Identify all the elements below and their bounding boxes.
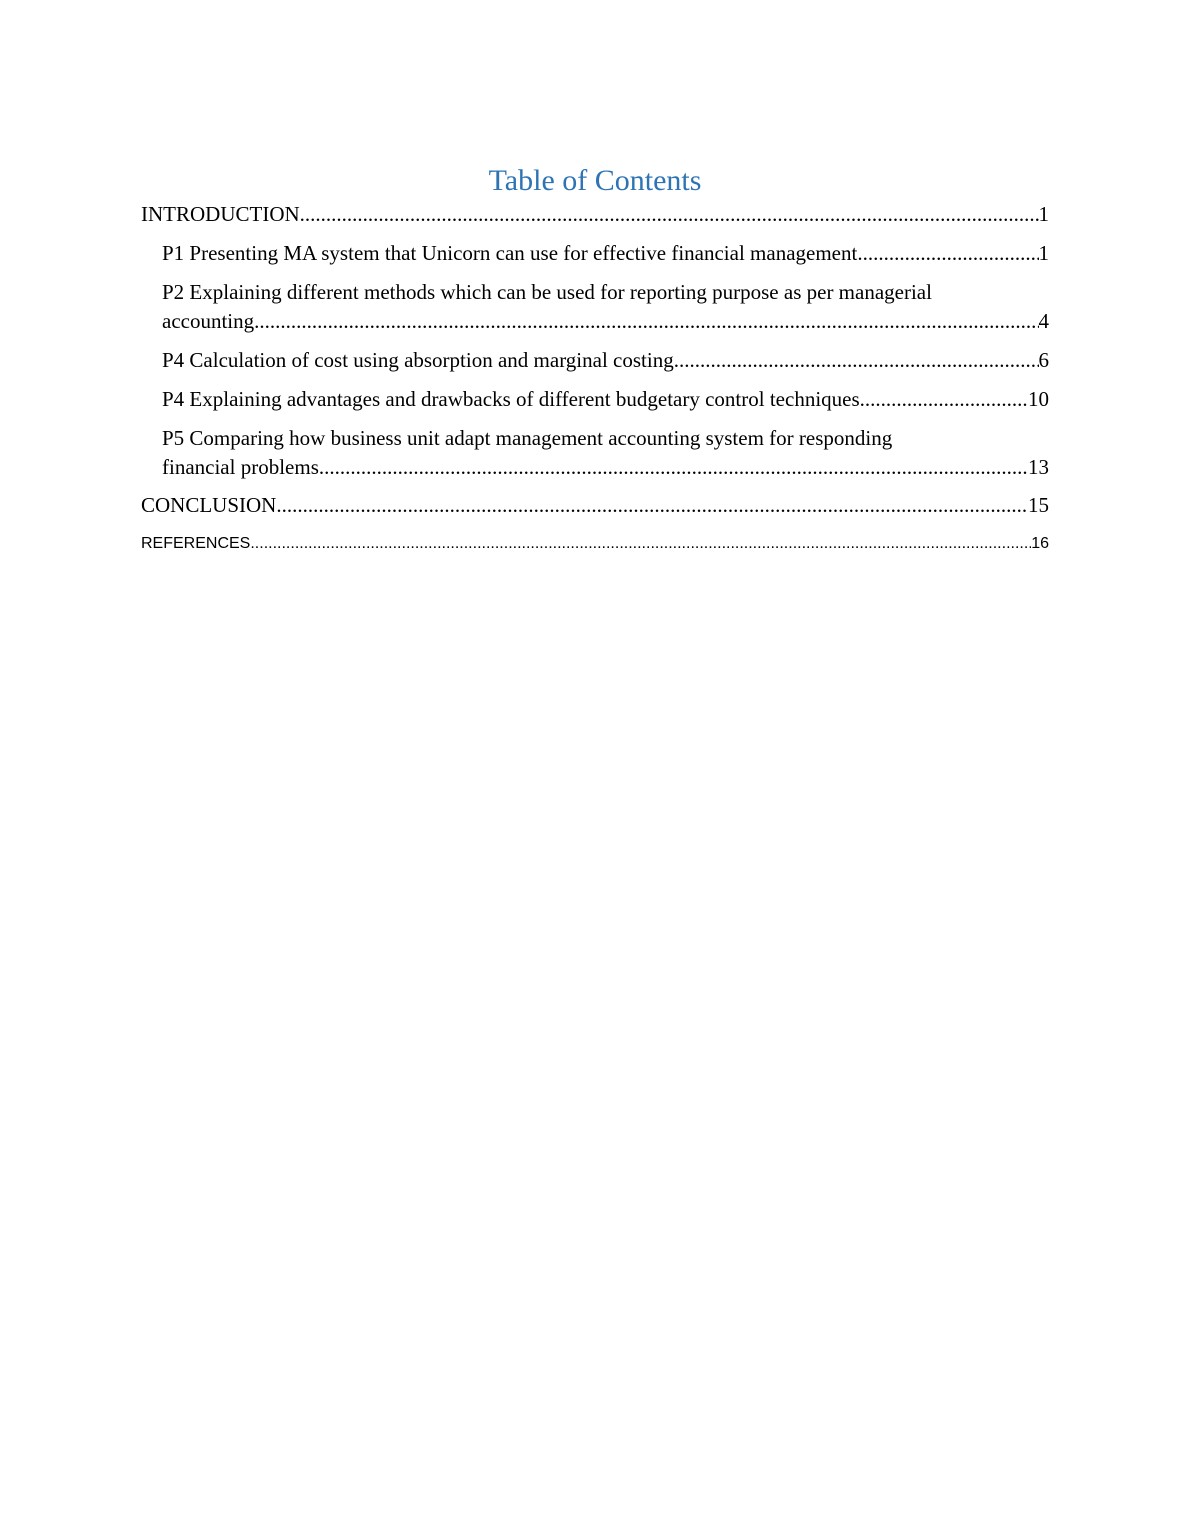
toc-entry-label: REFERENCES	[141, 535, 251, 552]
dot-leader	[319, 453, 1028, 482]
dot-leader	[250, 532, 1031, 556]
table-of-contents	[141, 200, 1049, 556]
dot-leader	[860, 385, 1028, 414]
toc-entry-label-line1: P5 Comparing how business unit adapt management accounting system for responding	[162, 426, 893, 450]
toc-page-number: 1	[1038, 202, 1049, 226]
toc-page-number: 4	[1038, 309, 1049, 333]
toc-entry-label: P1 Presenting MA system that Unicorn can use for effective financial management	[162, 241, 858, 265]
toc-entry-label: P4 Calculation of cost using absorption and marginal costing	[162, 348, 674, 372]
toc-entry-introduction[interactable]	[141, 200, 1049, 229]
toc-page-number: 16	[1031, 535, 1049, 552]
toc-page-number: 6	[1038, 348, 1049, 372]
toc-entry-label: accounting	[162, 309, 255, 333]
toc-page-number: 15	[1028, 493, 1049, 517]
toc-entry-p5[interactable]	[141, 424, 1049, 482]
dot-leader	[300, 200, 1039, 229]
toc-entry-label: INTRODUCTION	[141, 202, 300, 226]
toc-title: Table of Contents	[488, 164, 702, 197]
toc-entry-p1[interactable]	[141, 239, 1049, 268]
toc-entry-conclusion[interactable]	[141, 491, 1049, 520]
toc-entry-label-line1: P2 Explaining different methods which can be used for reporting purpose as per managerial	[162, 280, 932, 304]
toc-entry-references[interactable]	[141, 532, 1049, 556]
dot-leader	[254, 307, 1038, 336]
dot-leader	[276, 491, 1028, 520]
toc-entry-label: CONCLUSION	[141, 493, 277, 517]
toc-entry-label: P4 Explaining advantages and drawbacks of different budgetary control techniques	[162, 387, 860, 411]
toc-entry-p4-budgetary[interactable]	[141, 385, 1049, 414]
dot-leader	[857, 239, 1038, 268]
toc-page-number: 13	[1028, 455, 1049, 479]
toc-page-number: 10	[1028, 387, 1049, 411]
toc-entry-p2[interactable]	[141, 278, 1049, 336]
toc-entry-label: financial problems	[162, 455, 319, 479]
dot-leader	[674, 346, 1039, 375]
toc-entry-p4-costing[interactable]	[141, 346, 1049, 375]
toc-page-number: 1	[1038, 241, 1049, 265]
